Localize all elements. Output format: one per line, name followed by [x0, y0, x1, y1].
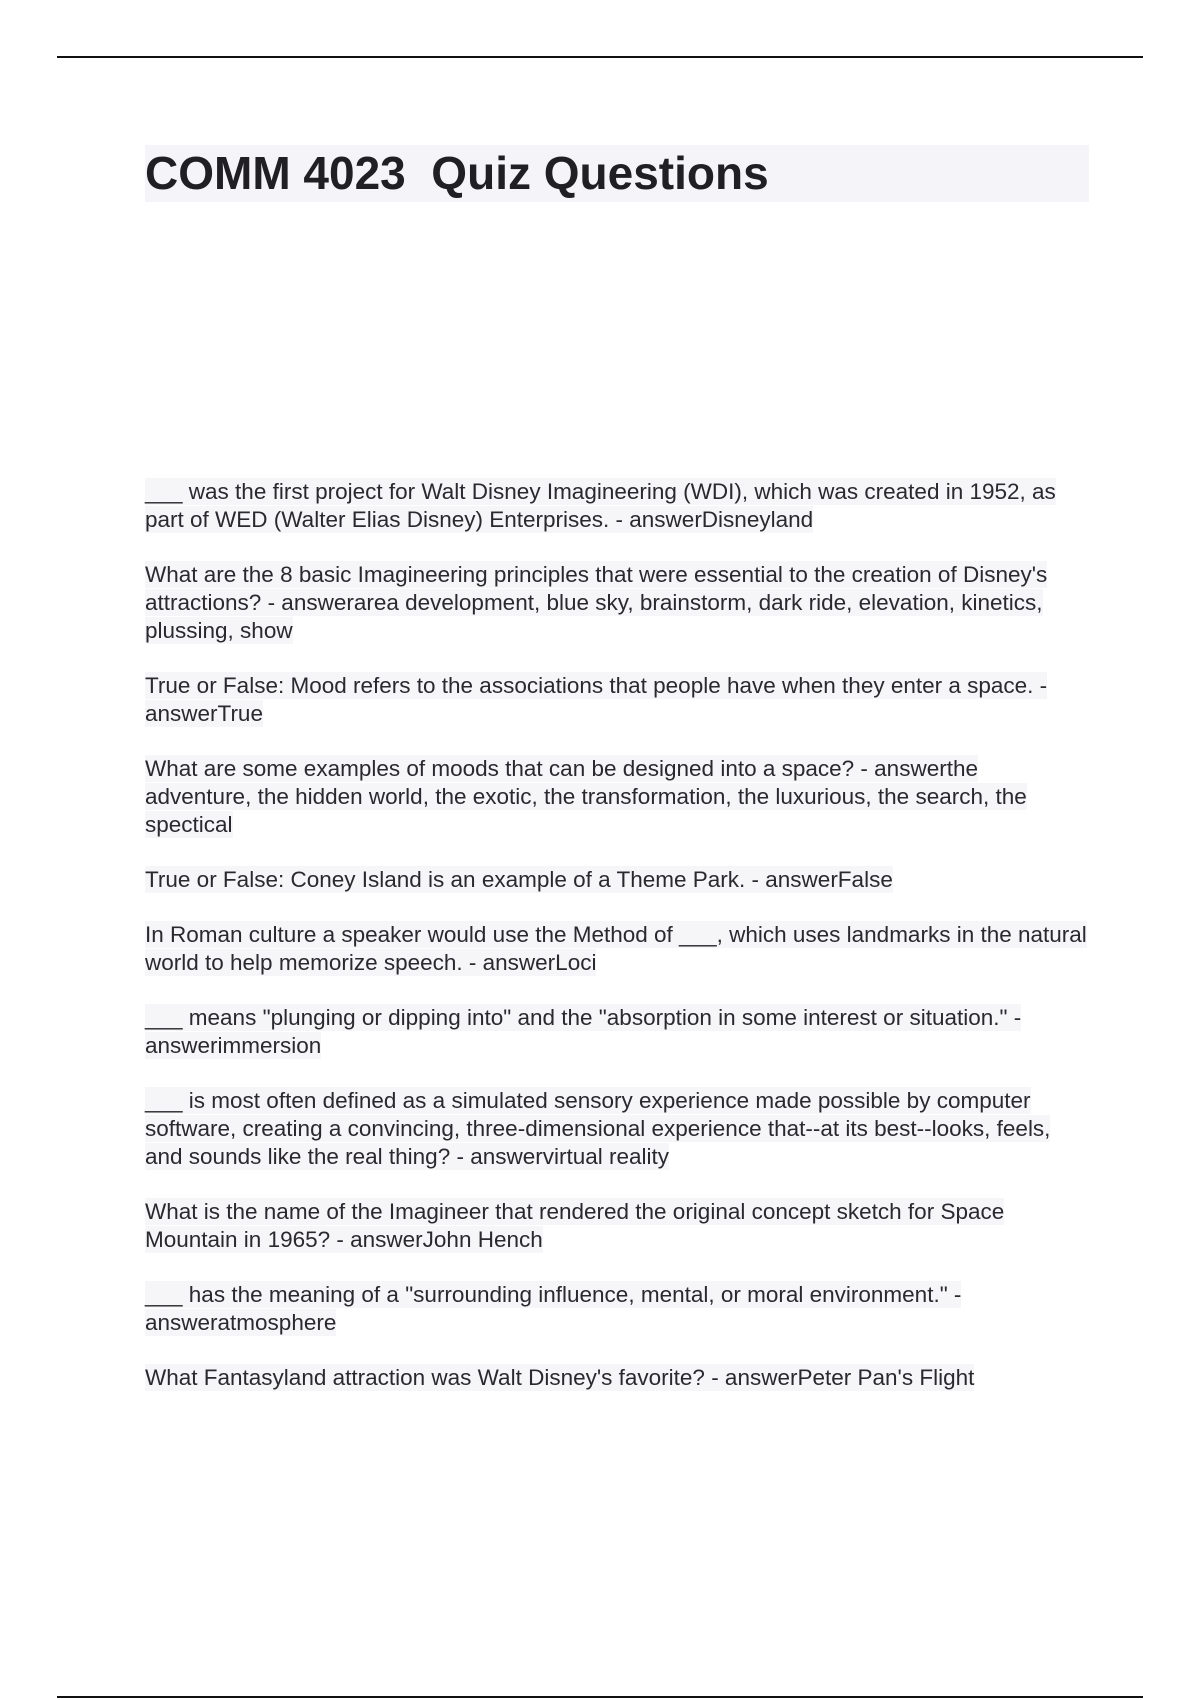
question-item — [145, 1004, 1090, 1060]
question-item — [145, 1281, 1090, 1337]
question-item — [145, 672, 1090, 728]
top-rule — [57, 56, 1143, 58]
page-title: COMM 4023 Quiz Questions — [145, 147, 769, 199]
question-item — [145, 1087, 1090, 1171]
question-text: ___ means "plunging or dipping into" and the "absorption in some interest or situation." - answerimmersion — [145, 1005, 1022, 1058]
question-text: In Roman culture a speaker would use the Method of ___, which uses landmarks in the natural world to help memorize speech. - answerLoci — [145, 922, 1087, 975]
bottom-rule — [57, 1696, 1143, 1698]
question-item — [145, 1364, 1090, 1392]
question-text: True or False: Coney Island is an example of a Theme Park. - answerFalse — [145, 867, 893, 892]
question-item — [145, 921, 1090, 977]
question-text: ___ was the first project for Walt Disney Imagineering (WDI), which was created in 1952, as part of WED (Walter Elias Disney) Enterprises. - answerDisneyland — [145, 479, 1056, 532]
question-text: What are the 8 basic Imagineering principles that were essential to the creation of Disney's attractions? - answerarea development, blue sky, brainstorm, dark ride, elevation, kinetics, plussing, show — [145, 562, 1048, 643]
question-text: ___ is most often defined as a simulated sensory experience made possible by computer software, creating a convincing, three-dimensional experience that--at its best--looks, feels, and sounds like the real thing? - answervirtual reality — [145, 1088, 1051, 1169]
question-text: True or False: Mood refers to the associations that people have when they enter a space. - answerTrue — [145, 673, 1048, 726]
question-item — [145, 478, 1090, 534]
question-text: What Fantasyland attraction was Walt Disney's favorite? - answerPeter Pan's Flight — [145, 1365, 975, 1390]
question-item — [145, 1198, 1090, 1254]
question-item — [145, 561, 1090, 645]
question-item — [145, 755, 1090, 839]
question-text: What is the name of the Imagineer that rendered the original concept sketch for Space Mountain in 1965? - answerJohn Hench — [145, 1199, 1005, 1252]
question-text: ___ has the meaning of a "surrounding influence, mental, or moral environment." - answeratmosphere — [145, 1282, 962, 1335]
question-list — [145, 478, 1090, 1419]
question-text: What are some examples of moods that can be designed into a space? - answerthe adventure, the hidden world, the exotic, the transformation, the luxurious, the search, the spectical — [145, 756, 1027, 837]
question-item — [145, 866, 1090, 894]
